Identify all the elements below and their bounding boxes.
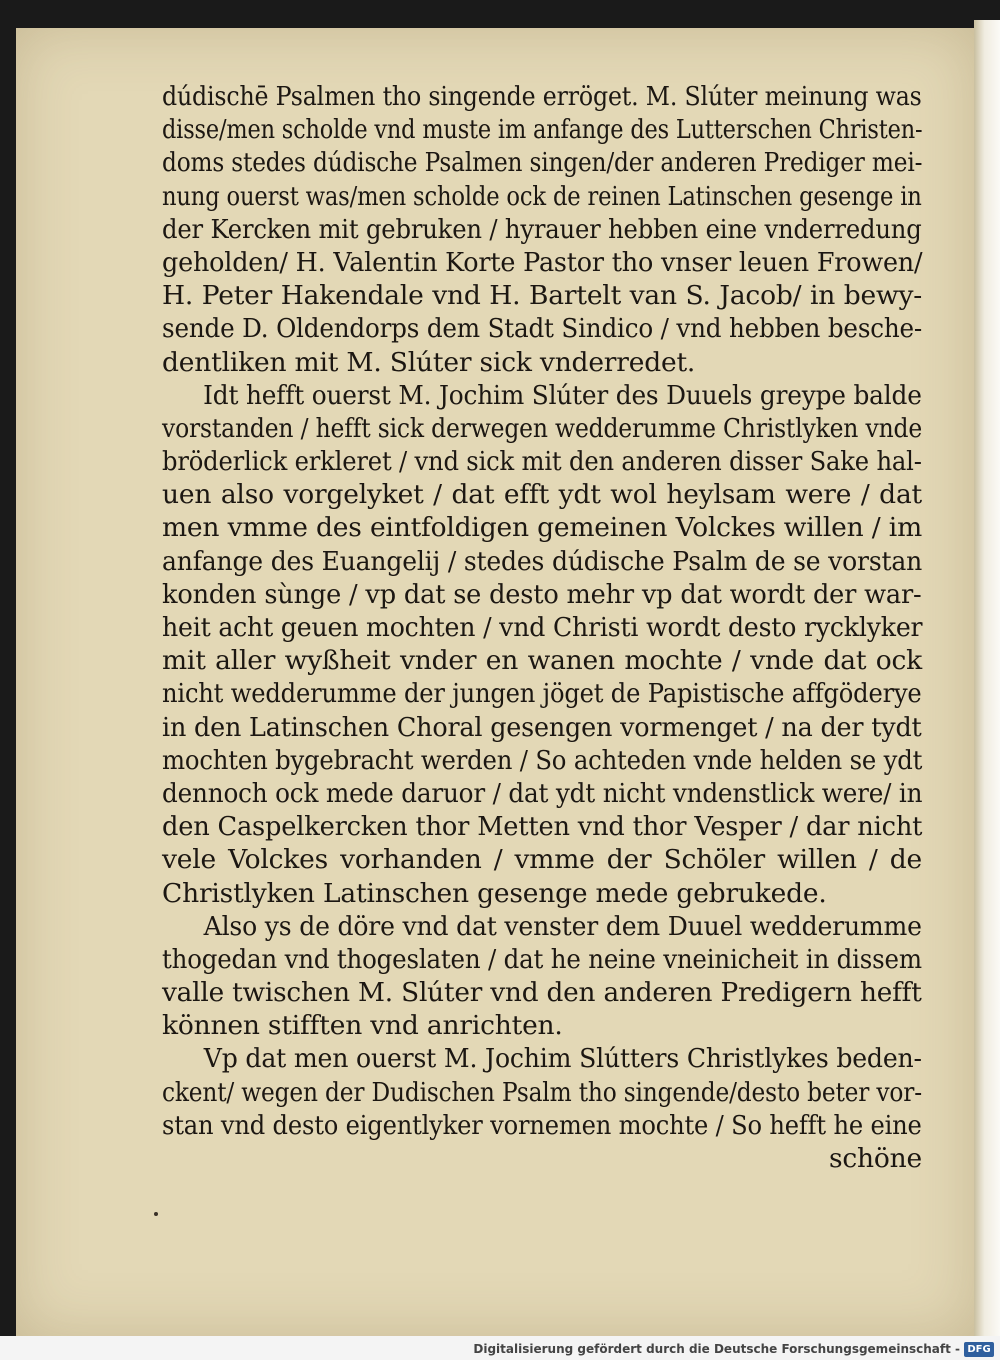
text-line: konden sùnge / vp dat se desto mehr vp dat wordt der war-	[162, 578, 922, 610]
text-line: dennoch ock mede daruor / dat ydt nicht vndenstlick were/ in	[162, 777, 923, 809]
footer-credit: Digitalisierung gefördert durch die Deutsche Forschungsgemeinschaft -	[473, 1342, 960, 1356]
footer-bar	[0, 1338, 1000, 1360]
text-line: valle twischen M. Slúter vnd den anderen Predigern hefft	[162, 977, 922, 1009]
text-line: doms stedes dúdische Psalmen singen/der anderen Prediger mei-	[162, 147, 923, 179]
text-line: anfange des Euangelij / stedes dúdische Psalm de se vorstan	[162, 545, 923, 577]
text-line: Vp dat men ouerst M. Jochim Slútters Christlykes beden-	[203, 1043, 922, 1075]
text-line: mochten bygebracht werden / So achteden vnde helden se ydt	[162, 744, 923, 776]
text-line: bröderlick erkleret / vnd sick mit den anderen disser Sake hal-	[162, 446, 922, 478]
text-line: dentliken mit M. Slúter sick vnderredet.	[162, 346, 696, 378]
text-line: der Kercken mit gebruken / hyrauer hebben eine vnderredung	[162, 213, 922, 245]
text-line: können stifften vnd anrichten.	[162, 1010, 563, 1042]
page-edge	[974, 20, 1000, 1340]
text-line: nicht wedderumme der jungen jöget de Papistische affgöderye	[162, 678, 922, 710]
text-line: mit aller wyßheit vnder en wanen mochte / vnde dat ock	[162, 645, 922, 677]
text-line: heit acht geuen mochten / vnd Christi wordt desto rycklyker	[162, 612, 923, 643]
text-line: Christlyken Latinschen gesenge mede gebrukede.	[162, 877, 827, 909]
text-line: thogedan vnd thogeslaten / dat he neine vneinicheit in dissem	[162, 943, 922, 975]
text-line: sende D. Oldendorps dem Stadt Sindico / vnd hebben besche-	[162, 313, 923, 345]
page-text	[162, 80, 922, 1175]
text-line: disse/men scholde vnd muste im anfange des Lutterschen Christen-	[162, 114, 923, 146]
text-line: uen also vorgelyket / dat efft ydt wol heylsam were / dat	[162, 479, 922, 511]
ink-speck	[154, 1212, 158, 1216]
text-line: den Caspelkercken thor Metten vnd thor Vesper / dar nicht	[162, 811, 923, 843]
text-line: in den Latinschen Choral gesengen vormenget / na der tydt	[162, 711, 922, 743]
text-line: geholden/ H. Valentin Korte Pastor tho vnser leuen Frowen/	[162, 246, 923, 278]
text-line: men vmme des eintfoldigen gemeinen Volckes willen / im	[162, 512, 922, 544]
dfg-logo[interactable]: DFG	[964, 1342, 994, 1357]
text-line: ckent/ wegen der Dudischen Psalm tho singende/desto beter vor-	[162, 1076, 922, 1108]
text-line: Also ys de döre vnd dat venster dem Duuel wedderumme	[203, 910, 922, 942]
text-line: vorstanden / hefft sick derwegen wedderumme Christlyken vnde	[162, 412, 923, 444]
text-line: nung ouerst was/men scholde ock de reinen Latinschen gesenge in	[162, 180, 922, 212]
text-line: vele Volckes vorhanden / vmme der Schöler willen / de	[162, 844, 922, 876]
catchword: schöne	[828, 1143, 922, 1174]
text-line: H. Peter Hakendale vnd H. Bartelt van S. Jacob/ in bewy-	[162, 280, 922, 312]
text-line: dúdischē Psalmen tho singende erröget. M. Slúter meinung was	[162, 81, 922, 112]
text-line: stan vnd desto eigentlyker vornemen mochte / So hefft he eine	[162, 1109, 922, 1141]
text-line: Idt hefft ouerst M. Jochim Slúter des Duuels greype balde	[203, 379, 922, 411]
